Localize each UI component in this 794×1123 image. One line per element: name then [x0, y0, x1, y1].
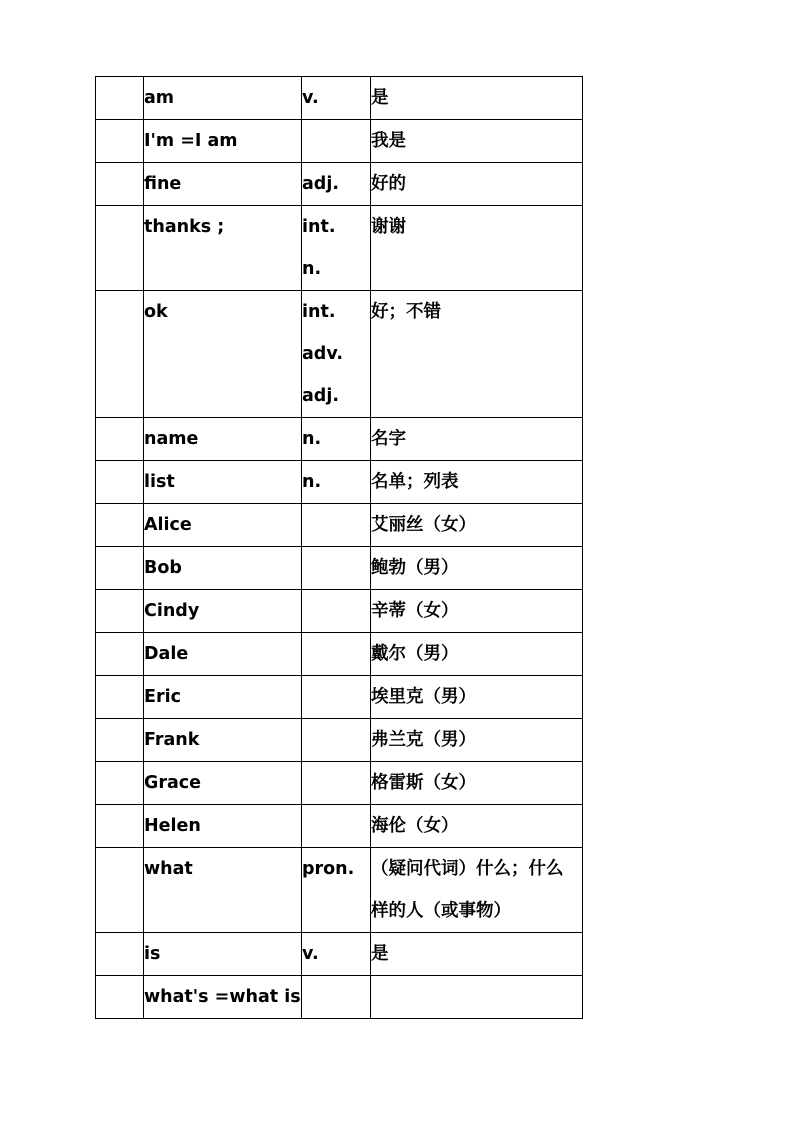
- word-text: what: [144, 859, 193, 879]
- meaning-cell: [371, 461, 583, 504]
- table-row: [96, 762, 583, 805]
- table-row: [96, 676, 583, 719]
- part-of-speech-cell: [302, 805, 371, 848]
- row-number-cell: [96, 848, 144, 933]
- meaning-text: 谢谢: [371, 217, 406, 237]
- part-of-speech-cell: [302, 206, 371, 291]
- meaning-cell: [371, 762, 583, 805]
- part-of-speech-text: pron.: [302, 859, 355, 879]
- meaning-cell: [371, 163, 583, 206]
- vocabulary-table-body: [96, 77, 583, 1019]
- row-number-cell: [96, 805, 144, 848]
- table-row: [96, 976, 583, 1019]
- word-text: thanks ;: [144, 217, 225, 237]
- meaning-cell: [371, 206, 583, 291]
- table-row: [96, 504, 583, 547]
- meaning-text: 辛蒂（女）: [371, 601, 459, 621]
- table-row: [96, 418, 583, 461]
- word-cell: [144, 805, 302, 848]
- word-text: Cindy: [144, 601, 200, 621]
- table-row: [96, 933, 583, 976]
- row-number-cell: [96, 77, 144, 120]
- table-row: [96, 163, 583, 206]
- part-of-speech-cell: [302, 461, 371, 504]
- meaning-text: （疑问代词）什么；什么: [371, 859, 564, 879]
- part-of-speech-text: int.: [302, 302, 336, 322]
- row-number-cell: [96, 933, 144, 976]
- meaning-text: 海伦（女）: [371, 816, 459, 836]
- word-text: am: [144, 88, 175, 108]
- meaning-cell: [371, 848, 583, 933]
- part-of-speech-text: n.: [302, 259, 322, 279]
- meaning-text: 名单；列表: [371, 472, 459, 492]
- word-cell: [144, 719, 302, 762]
- part-of-speech-text: v.: [302, 88, 319, 108]
- word-cell: [144, 633, 302, 676]
- part-of-speech-cell: [302, 676, 371, 719]
- row-number-cell: [96, 676, 144, 719]
- part-of-speech-cell: [302, 762, 371, 805]
- meaning-cell: [371, 933, 583, 976]
- table-row: [96, 719, 583, 762]
- word-text: Helen: [144, 816, 201, 836]
- meaning-text: 好的: [371, 174, 406, 194]
- word-cell: [144, 77, 302, 120]
- row-number-cell: [96, 762, 144, 805]
- row-number-cell: [96, 120, 144, 163]
- meaning-cell: [371, 120, 583, 163]
- meaning-text: 埃里克（男）: [371, 687, 476, 707]
- word-cell: [144, 848, 302, 933]
- meaning-text: 好；不错: [371, 302, 441, 322]
- meaning-cell: [371, 805, 583, 848]
- meaning-cell: [371, 676, 583, 719]
- table-row: [96, 590, 583, 633]
- word-cell: [144, 547, 302, 590]
- word-text: ok: [144, 302, 168, 322]
- word-cell: [144, 461, 302, 504]
- row-number-cell: [96, 163, 144, 206]
- meaning-text: 名字: [371, 429, 406, 449]
- table-row: [96, 547, 583, 590]
- part-of-speech-text: n.: [302, 472, 322, 492]
- part-of-speech-cell: [302, 163, 371, 206]
- meaning-text: 艾丽丝（女）: [371, 515, 476, 535]
- table-row: [96, 633, 583, 676]
- word-text: list: [144, 472, 175, 492]
- word-cell: [144, 762, 302, 805]
- meaning-cell: [371, 291, 583, 418]
- meaning-text: 格雷斯（女）: [371, 773, 476, 793]
- row-number-cell: [96, 719, 144, 762]
- word-cell: [144, 291, 302, 418]
- part-of-speech-text: int.: [302, 217, 336, 237]
- word-cell: [144, 163, 302, 206]
- meaning-text: 弗兰克（男）: [371, 730, 476, 750]
- word-text: Eric: [144, 687, 181, 707]
- word-cell: [144, 976, 302, 1019]
- word-cell: [144, 206, 302, 291]
- part-of-speech-text: adj.: [302, 174, 339, 194]
- row-number-cell: [96, 418, 144, 461]
- word-text: what's =what is: [144, 987, 301, 1007]
- row-number-cell: [96, 291, 144, 418]
- part-of-speech-cell: [302, 504, 371, 547]
- table-row: [96, 461, 583, 504]
- part-of-speech-text: n.: [302, 429, 322, 449]
- meaning-text: 样的人（或事物）: [371, 901, 511, 921]
- row-number-cell: [96, 206, 144, 291]
- meaning-cell: [371, 547, 583, 590]
- meaning-cell: [371, 590, 583, 633]
- word-text: Bob: [144, 558, 182, 578]
- meaning-text: 是: [371, 944, 389, 964]
- part-of-speech-cell: [302, 547, 371, 590]
- meaning-cell: [371, 633, 583, 676]
- word-cell: [144, 933, 302, 976]
- word-cell: [144, 418, 302, 461]
- row-number-cell: [96, 461, 144, 504]
- word-cell: [144, 120, 302, 163]
- part-of-speech-cell: [302, 976, 371, 1019]
- table-row: [96, 206, 583, 291]
- part-of-speech-cell: [302, 719, 371, 762]
- word-cell: [144, 504, 302, 547]
- meaning-cell: [371, 719, 583, 762]
- meaning-cell: [371, 976, 583, 1019]
- word-cell: [144, 676, 302, 719]
- part-of-speech-cell: [302, 418, 371, 461]
- word-text: Alice: [144, 515, 192, 535]
- meaning-cell: [371, 77, 583, 120]
- table-row: [96, 805, 583, 848]
- row-number-cell: [96, 547, 144, 590]
- part-of-speech-cell: [302, 120, 371, 163]
- row-number-cell: [96, 504, 144, 547]
- row-number-cell: [96, 633, 144, 676]
- part-of-speech-text: adv.: [302, 344, 343, 364]
- part-of-speech-cell: [302, 848, 371, 933]
- word-text: Grace: [144, 773, 202, 793]
- word-text: Dale: [144, 644, 189, 664]
- table-row: [96, 291, 583, 418]
- row-number-cell: [96, 590, 144, 633]
- part-of-speech-cell: [302, 633, 371, 676]
- meaning-cell: [371, 504, 583, 547]
- part-of-speech-text: v.: [302, 944, 319, 964]
- vocabulary-table: [95, 76, 583, 1019]
- meaning-text: 是: [371, 88, 389, 108]
- part-of-speech-cell: [302, 77, 371, 120]
- word-text: I'm =I am: [144, 131, 238, 151]
- part-of-speech-cell: [302, 590, 371, 633]
- table-row: [96, 848, 583, 933]
- table-row: [96, 120, 583, 163]
- part-of-speech-cell: [302, 933, 371, 976]
- meaning-cell: [371, 418, 583, 461]
- part-of-speech-cell: [302, 291, 371, 418]
- row-number-cell: [96, 976, 144, 1019]
- word-text: is: [144, 944, 161, 964]
- meaning-text: 我是: [371, 131, 406, 151]
- table-row: [96, 77, 583, 120]
- word-text: Frank: [144, 730, 200, 750]
- word-text: fine: [144, 174, 182, 194]
- meaning-text: 戴尔（男）: [371, 644, 459, 664]
- meaning-text: 鲍勃（男）: [371, 558, 459, 578]
- part-of-speech-text: adj.: [302, 386, 339, 406]
- word-text: name: [144, 429, 199, 449]
- word-cell: [144, 590, 302, 633]
